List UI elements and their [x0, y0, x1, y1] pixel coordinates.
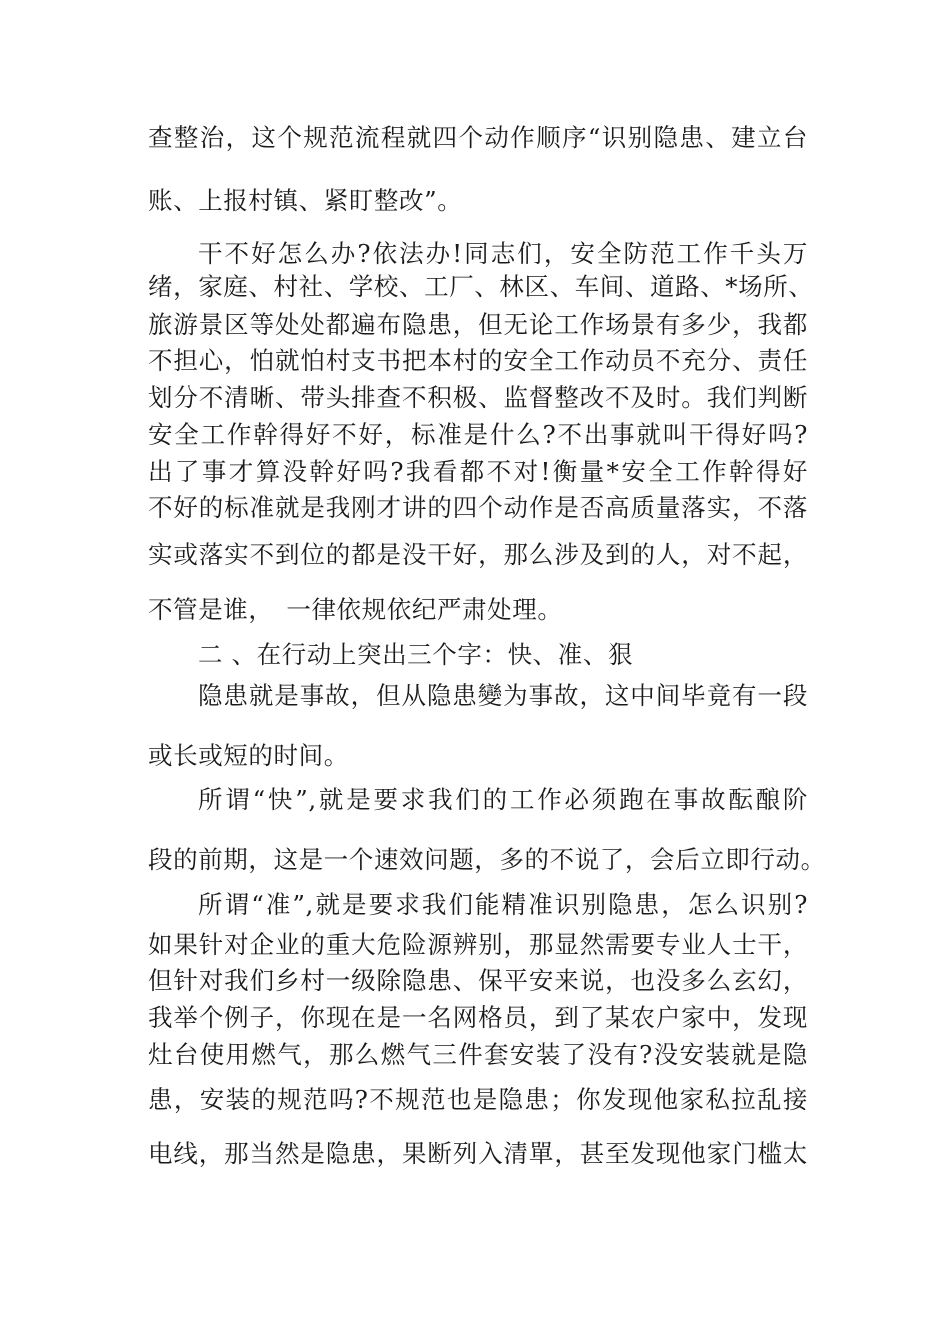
text-line-20: 但针对我们乡村一级除隐患、保平安来说，也没多么玄幻， [148, 966, 808, 995]
text-line-15: 或长或短的时间。 [148, 741, 349, 770]
text-line-7: 划分不清晰、带头排查不积极、监督整改不及时。我们判断 [148, 383, 808, 412]
text-line-12: 不管是谁， 一律依规依纪严肃处理。 [148, 595, 563, 624]
section-heading: 二 、在行动上突出三个字：快、准、狠 [198, 640, 634, 669]
text-line-10: 不好的标准就是我刚才讲的四个动作是否高质量落实，不落 [148, 493, 808, 522]
text-line-2: 账、上报村镇、紧盯整改”。 [148, 186, 463, 215]
text-line-21: 我举个例子，你现在是一名网格员，到了某农户家中，发现 [148, 1003, 808, 1032]
text-line-16: 所谓“快”,就是要求我们的工作必须跑在事故酝酿阶 [198, 785, 808, 814]
text-line-14: 隐患就是事故，但从隐患變为事故，这中间毕竟有一段 [198, 681, 808, 710]
text-line-5: 旅游景区等处处都遍布隐患，但无论工作场景有多少，我都 [148, 310, 808, 339]
text-line-22: 灶台使用燃气，那么燃气三件套安装了没有?没安装就是隐 [148, 1040, 808, 1069]
text-line-3: 干不好怎么办?依法办!同志们，安全防范工作千头万 [198, 239, 808, 268]
text-line-8: 安全工作幹得好不好，标准是什么?不出事就叫干得好吗? [148, 420, 808, 449]
text-line-11: 实或落实不到位的都是没干好，那么涉及到的人，对不起， [148, 540, 808, 569]
text-line-24: 电线，那当然是隐患，果断列入清單，甚至发现他家门槛太 [148, 1139, 808, 1168]
text-line-9: 出了事才算没幹好吗?我看都不对!衡量*安全工作幹得好 [148, 457, 808, 486]
text-line-23: 患，安装的规范吗?不规范也是隐患；你发现他家私拉乱接 [148, 1085, 808, 1114]
text-line-19: 如果针对企业的重大危险源辨别，那显然需要专业人士干， [148, 930, 808, 959]
text-line-17: 段的前期，这是一个速效问题，多的不说了，会后立即行动。 [148, 845, 826, 874]
text-line-1: 查整治，这个规范流程就四个动作顺序“识别隐患、建立台 [148, 123, 808, 152]
text-line-4: 绪，家庭、村社、学校、工厂、林区、车间、道路、*场所、 [148, 272, 814, 301]
text-line-6: 不担心，怕就怕村支书把本村的安全工作动员不充分、责任 [148, 346, 808, 375]
text-line-18: 所谓“准”,就是要求我们能精准识别隐患，怎么识别? [198, 890, 808, 919]
